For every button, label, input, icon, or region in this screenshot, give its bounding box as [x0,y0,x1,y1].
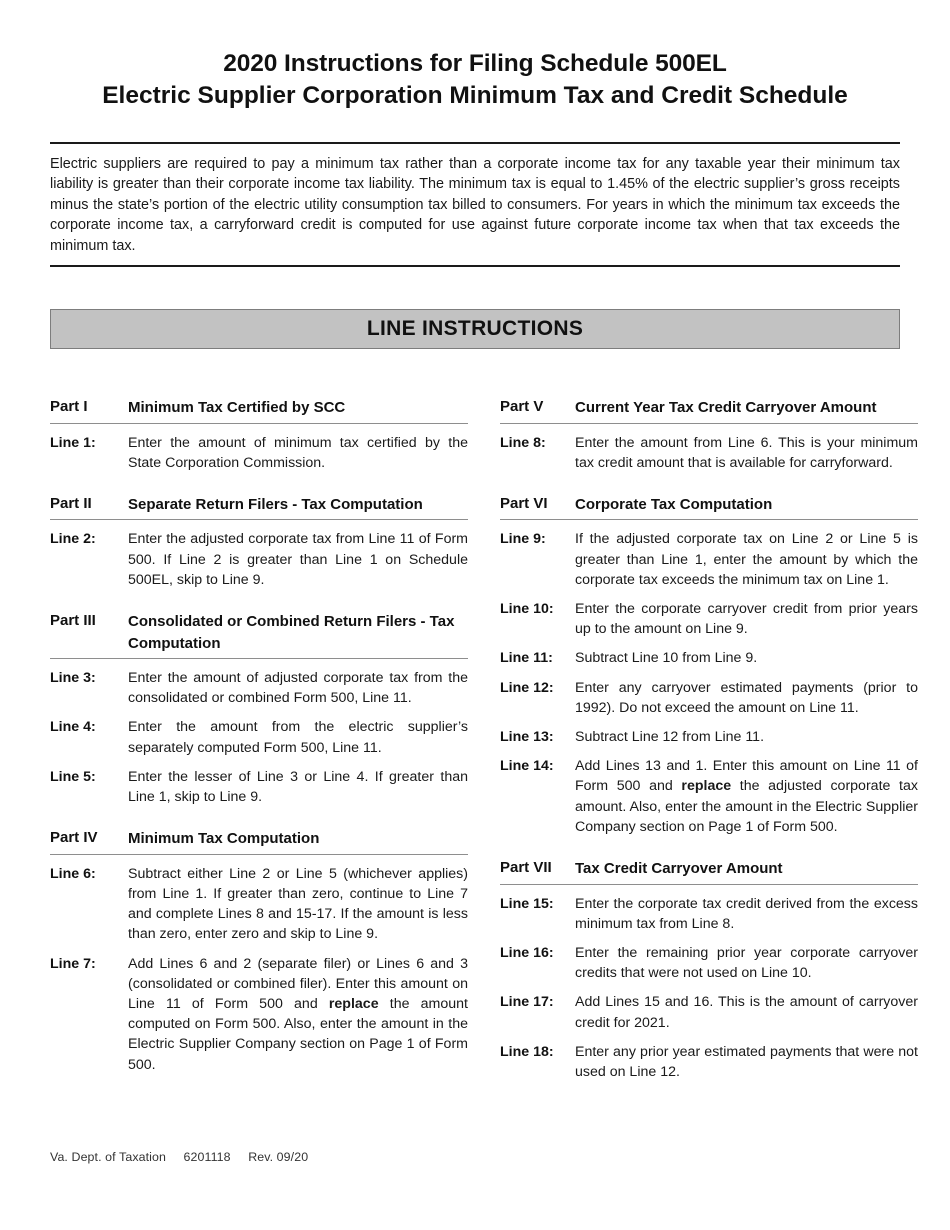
line-label-line-12: Line 12: [500,679,554,696]
line-text: Add Lines 6 and 2 (separate filer) or Lines 6 and 3 (consolidated or combined filer). Enter this amount on Line 11 of Form 500 and replace the amount computed on Form 500. Also, enter the amount in the Electric Supplier Company section on Page 1 of Form 500. [128,955,468,1073]
line-text: Enter any carryover estimated payments (prior to 1992). Do not exceed the amount on Line 11. [575,679,918,716]
right-column [500,397,918,1082]
line-text: Subtract Line 12 from Line 11. [575,729,765,746]
intro-block [50,142,900,267]
line-text: Add Lines 13 and 1. Enter this amount on Line 11 of Form 500 and replace the adjusted corporate tax amount. Also, enter the amount in the Electric Supplier Company section on Page 1 of Form 500. [575,758,918,835]
part-title: Current Year Tax Credit Carryover Amount [575,399,877,417]
line-instruction-row [500,599,918,639]
line-text: Subtract Line 10 from Line 9. [575,650,758,667]
line-label-line-10: Line 10: [500,601,554,618]
part-heading [500,494,918,521]
line-instruction-row [500,756,918,837]
banner-title: LINE INSTRUCTIONS [366,317,584,341]
line-label-line-5: Line 5: [50,768,96,785]
line-instruction-row [50,433,468,473]
line-instruction-row [500,992,918,1032]
part-section-part-iv [50,828,468,1075]
instructions-columns [50,397,918,1082]
line-instruction-row [500,433,918,473]
line-label-line-17: Line 17: [500,994,554,1011]
line-label-line-1: Line 1: [50,434,96,451]
line-instruction-row [500,678,918,718]
intro-paragraph: Electric suppliers are required to pay a minimum tax rather than a corporate income tax for any taxable year their minimum tax liability is greater than their corporate income tax liability. The minimum tax is equal to 1.45% of the electric supplier’s gross receipts minus the state’s portion of the electric utility consumption tax billed to consumers. For years in which the minimum tax exceeds the corporate income tax, a carryforward credit is computed for use against future corporate income tax when that tax exceeds the minimum tax. [50,156,900,254]
line-text: Enter the amount of minimum tax certified by the State Corporation Commission. [128,434,468,471]
line-text: Add Lines 15 and 16. This is the amount of carryover credit for 2021. [575,994,918,1031]
line-text: Enter the corporate tax credit derived from the excess minimum tax from Line 8. [575,895,918,932]
part-title: Minimum Tax Computation [128,830,320,848]
part-title: Corporate Tax Computation [575,495,773,513]
line-text: Enter any prior year estimated payments that were not used on Line 12. [575,1043,918,1080]
part-number: Part I [50,398,88,416]
part-number: Part VII [500,859,552,877]
line-label-line-15: Line 15: [500,895,554,912]
part-section-part-vii [500,858,918,1082]
part-heading [50,611,468,659]
page-footer [50,1150,308,1164]
part-title: Minimum Tax Certified by SCC [128,399,346,417]
part-section-part-v [500,397,918,473]
line-label-line-8: Line 8: [500,434,546,451]
part-number: Part II [50,494,92,512]
part-section-part-i [50,397,468,473]
part-title: Consolidated or Combined Return Filers - Tax Computation [128,613,455,652]
line-label-line-6: Line 6: [50,865,96,882]
line-label-line-7: Line 7: [50,955,96,972]
part-title: Separate Return Filers - Tax Computation [128,495,423,513]
line-label-line-2: Line 2: [50,531,96,548]
line-text: Enter the lesser of Line 3 or Line 4. If greater than Line 1, skip to Line 9. [128,768,468,806]
line-instruction-row [50,717,468,757]
line-label-line-3: Line 3: [50,670,96,687]
line-text: Enter the corporate carryover credit from prior years up to the amount on Line 9. [575,601,918,638]
line-instruction-row [500,943,918,983]
page-title [50,0,900,112]
line-text: Enter the remaining prior year corporate carryover credits that were not used on Line 10. [575,944,918,982]
part-number: Part VI [500,494,548,512]
line-label-line-11: Line 11: [500,650,553,667]
part-heading [500,858,918,885]
line-instruction-row [500,648,918,668]
part-section-part-vi [500,494,918,837]
line-instruction-row [500,1042,918,1082]
line-label-line-14: Line 14: [500,758,554,775]
part-number: Part III [50,612,96,630]
line-instruction-row [500,894,918,934]
title-line-2: Electric Supplier Corporation Minimum Tax and Credit Schedule [102,82,848,109]
part-number: Part IV [50,829,98,847]
line-text: If the adjusted corporate tax on Line 2 or Line 5 is greater than Line 1, enter the amount by which the corporate tax exceeds the minimum tax on Line 1. [575,531,918,588]
left-column [50,397,468,1082]
line-instruction-row [50,668,468,708]
footer-revision: Rev. 09/20 [248,1150,309,1164]
line-text: Enter the amount from the electric supplier’s separately computed Form 500, Line 11. [128,719,468,756]
line-text: Enter the amount of adjusted corporate tax from the consolidated or combined Form 500, Line 11. [128,670,468,707]
line-label-line-13: Line 13: [500,729,554,746]
footer-form-number: 6201118 [183,1150,231,1164]
line-label-line-9: Line 9: [500,531,546,548]
line-instruction-row [50,954,468,1075]
part-heading [50,828,468,855]
line-text: Enter the adjusted corporate tax from Line 11 of Form 500. If Line 2 is greater than Line 1 on Schedule 500EL, skip to Line 9. [128,531,468,588]
line-instruction-row [500,529,918,590]
part-number: Part V [500,398,544,416]
line-instruction-row [50,767,468,807]
part-section-part-iii [50,611,468,807]
part-section-part-ii [50,494,468,590]
part-heading [50,494,468,521]
part-heading [500,397,918,424]
line-label-line-18: Line 18: [500,1043,554,1060]
line-text: Enter the amount from Line 6. This is your minimum tax credit amount that is available for carryforward. [575,434,918,471]
line-instructions-banner [50,309,900,349]
line-instruction-row [500,727,918,747]
line-label-line-4: Line 4: [50,719,96,736]
line-instruction-row [50,864,468,945]
line-text: Subtract either Line 2 or Line 5 (whichever applies) from Line 1. If greater than zero, continue to Line 7 and complete Lines 8 and 15-17. If the amount is less than zero, enter zero and skip to Line 9. [128,865,468,943]
part-title: Tax Credit Carryover Amount [575,860,783,878]
title-line-1: 2020 Instructions for Filing Schedule 500EL [223,50,727,77]
footer-agency: Va. Dept. of Taxation [50,1150,166,1164]
line-instruction-row [50,529,468,590]
part-heading [50,397,468,424]
line-label-line-16: Line 16: [500,944,554,961]
